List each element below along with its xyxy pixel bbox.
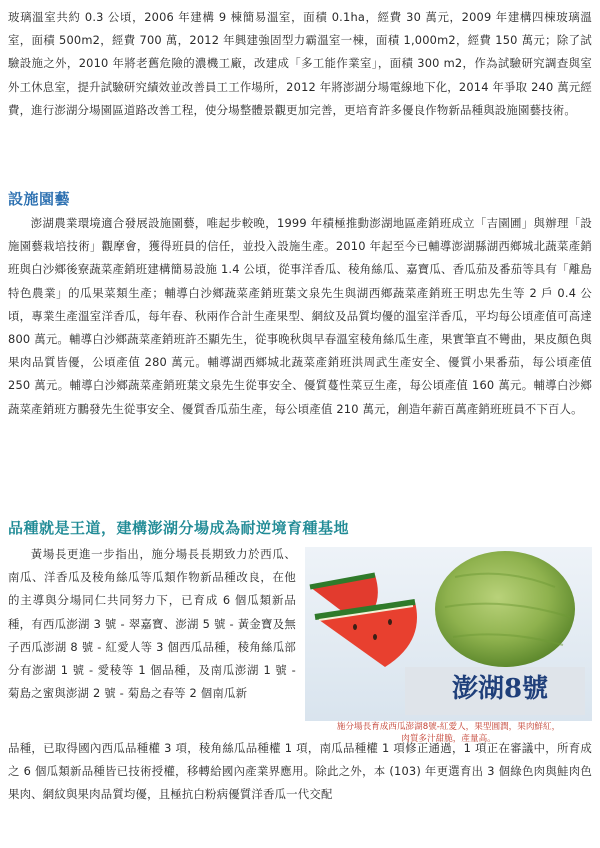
watermelon-photo xyxy=(305,547,592,721)
photo-label: 澎湖8號 xyxy=(451,674,549,704)
section2-left-column xyxy=(8,543,296,705)
section2-full-paragraph xyxy=(8,737,592,807)
section1-text: 澎湖農業環境適合發展設施園藝，唯起步較晚，1999 年積極推動澎湖地區產銷班成立「吉園圃」與辦理「設施園藝栽培技術」觀摩會，獲得班員的信任，並投入設施生產。2010 年起至今已輔導澎湖縣湖西鄉城北蔬菜產銷班與白沙鄉後寮蔬菜產銷班建構簡易設施 1.4 公頃，從事洋香瓜、稜角絲瓜、嘉寶瓜、香瓜茄及番茄等具有「離島特色農業」的瓜果菜類生產；輔導白沙鄉蔬菜產銷班葉文泉先生與湖西鄉蔬菜產銷班王明忠先生等 2 戶 0.4 公頃，專業生產溫室洋香瓜，每年春、秋兩作合計生產果型、網紋及品質均優的溫室洋香瓜，平均每公頃產值可高達 800 萬元。輔導白沙鄉蔬菜產銷班許丕顯先生，從事晚秋與早春溫室稜角絲瓜生產，果實筆直不彎曲，果皮顏色與果肉品質皆優，公頃產值 280 萬元。輔導湖西鄉城北蔬菜產銷班洪周武生產安全、優質小果番茄，每公頃產值 250 萬元。輔導白沙鄉蔬菜產銷班葉文泉先生從事安全、優質蔓性菜豆生產，每公頃產值 160 萬元。輔導白沙鄉蔬菜產銷班方鵬發先生從事安全、優質香瓜茄生產，每公頃產值 210 萬元，創造年薪百萬產銷班班員不下百人。 xyxy=(8,216,592,416)
section2-left-text: 黃場長更進一步指出，施分場長長期致力於西瓜、南瓜、洋香瓜及稜角絲瓜等瓜類作物新品種改良，在他的主導與分場同仁共同努力下，已育成 6 個瓜類新品種，有西瓜澎湖 3 號 - 翠嘉寶、澎湖 5 號 - 黃金寶及無子西瓜澎湖 8 號 - 紅愛人等 3 個西瓜品種，稜角絲瓜部分有澎湖 1 號 - 愛稜等 1 個品種，及南瓜澎湖 1 號 - 菊島之蜜與澎湖 2 號 - 菊島之春等 2 個南瓜新 xyxy=(8,547,296,701)
intro-paragraph xyxy=(8,6,592,122)
intro-text: 玻璃溫室共約 0.3 公頃，2006 年建構 9 棟簡易溫室，面積 0.1ha，經費 30 萬元，2009 年建構四棟玻璃溫室，面積 500m2，經費 700 萬，2012 年興建強固型力霸溫室一棟，面積 1,000m2，經費 150 萬元；除了試驗設施之外，2010 年將老舊危險的濃機工廠，改建成「多工能作業室」，面積 300 m2，作為試驗研究調查與室外工休息室，提升試驗研究績效並改善員工工作場所，2012 年將澎湖分場電線地下化，2014 年爭取 240 萬元經費，進行澎湖分場園區道路改善工程，使分場整體景觀更加完善，更培育許多優良作物新品種與設施園藝技術。 xyxy=(8,10,593,117)
section1-paragraph xyxy=(8,212,592,421)
section2-full-text: 品種，已取得國內西瓜品種權 3 項，稜角絲瓜品種權 1 項，南瓜品種權 1 項修正通過，1 項正在審議中，所育成之 6 個瓜類新品種皆已技術授權，移轉給國內產業界應用。除此之外，本 (103) 年更選育出 3 個綠色肉與鮭肉色果肉、網紋與果肉品質均優，且極抗白粉病優質洋香瓜一代交配 xyxy=(8,741,592,802)
caption-line-1: 施分場長育成西瓜澎湖8號-紅愛人，果型圓潤，果肉鮮紅， xyxy=(336,722,561,732)
section-heading-facility-horticulture: 設施園藝 xyxy=(8,190,71,208)
caption-line-2: 肉質多汁甜脆，產量高。 xyxy=(401,733,496,744)
section-heading-breeding: 品種就是王道，建構澎湖分場成為耐逆境育種基地 xyxy=(8,519,350,537)
